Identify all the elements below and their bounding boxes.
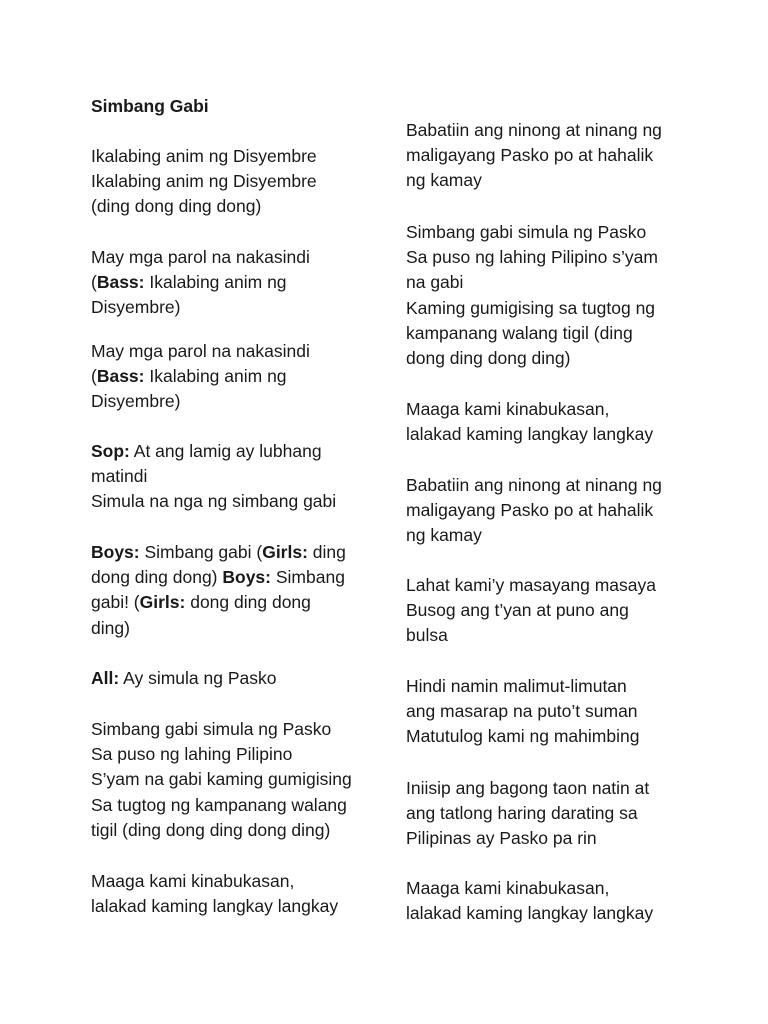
lyric-line: Iniisip ang bagong taon natin at: [406, 778, 650, 798]
lyric-line: Sa puso ng lahing Pilipino s’yam: [406, 247, 658, 268]
lyric-line: Maaga kami kinabukasan,: [406, 399, 610, 419]
lyric-line: lalakad kaming langkay langkay: [91, 896, 339, 917]
lyric-text: (: [91, 272, 97, 293]
lyric-line: Disyembre): [91, 391, 181, 412]
lyric-text: At ang lamig ay lubhang: [129, 441, 322, 461]
lyric-text: dong ding dong): [91, 567, 223, 588]
lyric-text: Ikalabing anim ng: [144, 272, 287, 293]
lyric-line: maligayang Pasko po at hahalik: [406, 145, 654, 166]
lyric-line: Pilipinas ay Pasko pa rin: [406, 828, 597, 849]
lyric-line: ng kamay: [406, 170, 482, 191]
lyric-text: Ikalabing anim ng: [144, 366, 287, 387]
right-stanza-5: [406, 573, 656, 649]
lyric-line: Ikalabing anim ng Disyembre: [91, 171, 317, 192]
right-stanza-1: [406, 118, 662, 194]
lyric-line: dong ding dong ding): [406, 347, 571, 368]
part-label: Boys:: [222, 567, 271, 588]
lyric-line: ang tatlong haring darating sa: [406, 803, 638, 824]
lyric-line: [91, 270, 310, 295]
lyric-line: May mga parol na nakasindi: [91, 341, 310, 361]
lyric-line: Babatiin ang ninong at ninang ng: [406, 475, 662, 495]
right-stanza-2: [406, 220, 658, 371]
lyric-line: [91, 540, 346, 565]
part-label: Girls:: [139, 592, 186, 613]
lyric-text: gabi! (: [91, 592, 140, 613]
right-stanza-7: [406, 776, 649, 852]
lyric-line: Maaga kami kinabukasan,: [91, 871, 295, 891]
lyric-line: bulsa: [406, 625, 448, 646]
lyric-line: Simbang gabi simula ng Pasko: [91, 719, 332, 739]
lyric-line: Ikalabing anim ng Disyembre: [91, 146, 317, 166]
lyric-line: Sa tugtog ng kampanang walang: [91, 794, 347, 815]
lyric-text: Ay simula ng Pasko: [119, 668, 277, 688]
left-stanza-1: [91, 144, 317, 220]
part-label: Sop:: [91, 441, 130, 461]
part-label: All:: [91, 668, 120, 688]
lyric-line: (ding dong ding dong): [91, 196, 262, 217]
lyric-text: ding: [307, 542, 346, 562]
lyric-line: May mga parol na nakasindi: [91, 247, 310, 267]
left-stanza-2: [91, 245, 310, 321]
lyric-line: Maaga kami kinabukasan,: [406, 878, 610, 898]
part-label: Boys:: [91, 542, 140, 562]
left-stanza-5: [91, 540, 346, 641]
right-stanza-3: [406, 397, 653, 447]
right-stanza-6: [406, 674, 639, 750]
lyric-line: Babatiin ang ninong at ninang ng: [406, 120, 662, 140]
left-stanza-3: [91, 339, 310, 415]
lyric-line: kampanang walang tigil (ding: [406, 322, 633, 343]
lyric-text: dong ding dong: [185, 592, 311, 613]
lyric-line: Sa puso ng lahing Pilipino: [91, 744, 293, 765]
lyric-text: (: [91, 366, 97, 387]
lyric-text: Simbang: [271, 567, 345, 588]
part-label: Bass:: [96, 366, 145, 387]
lyric-line: na gabi: [406, 272, 464, 293]
lyric-line: maligayang Pasko po at hahalik: [406, 500, 654, 521]
part-label: Girls:: [262, 542, 308, 562]
lyric-line: matindi: [91, 466, 148, 487]
lyric-line: ding): [91, 617, 130, 638]
lyric-line: Busog ang t’yan at puno ang: [406, 600, 629, 621]
lyric-line: Disyembre): [91, 297, 181, 318]
left-stanza-4: [91, 439, 336, 515]
lyric-line: [91, 565, 346, 590]
left-stanza-7: [91, 717, 352, 843]
lyric-line: ng kamay: [406, 525, 482, 546]
lyric-line: [91, 439, 336, 464]
right-stanza-8: [406, 876, 653, 926]
lyric-line: lalakad kaming langkay langkay: [406, 424, 654, 445]
part-label: Bass:: [96, 272, 145, 293]
lyric-line: Matutulog kami ng mahimbing: [406, 726, 640, 747]
left-stanza-6: [91, 666, 276, 691]
lyric-line: S’yam na gabi kaming gumigising: [91, 769, 352, 790]
lyric-line: tigil (ding dong ding dong ding): [91, 819, 331, 840]
lyric-line: Simbang gabi simula ng Pasko: [406, 222, 647, 242]
title-text: Simbang Gabi: [91, 96, 209, 116]
lyric-line: Hindi namin malimut-limutan: [406, 676, 627, 696]
lyric-line: lalakad kaming langkay langkay: [406, 903, 654, 924]
lyric-line: Simula na nga ng simbang gabi: [91, 491, 337, 512]
lyric-text: Simbang gabi (: [139, 542, 263, 562]
lyric-line: Kaming gumigising sa tugtog ng: [406, 297, 656, 318]
right-stanza-4: [406, 473, 662, 549]
song-title: [91, 94, 209, 119]
lyric-line: [91, 666, 276, 691]
lyric-line: Lahat kami’y masayang masaya: [406, 575, 656, 595]
left-stanza-8: [91, 869, 338, 919]
lyric-line: ang masarap na puto’t suman: [406, 701, 638, 722]
lyric-line: [91, 590, 346, 615]
lyric-line: [91, 364, 310, 389]
